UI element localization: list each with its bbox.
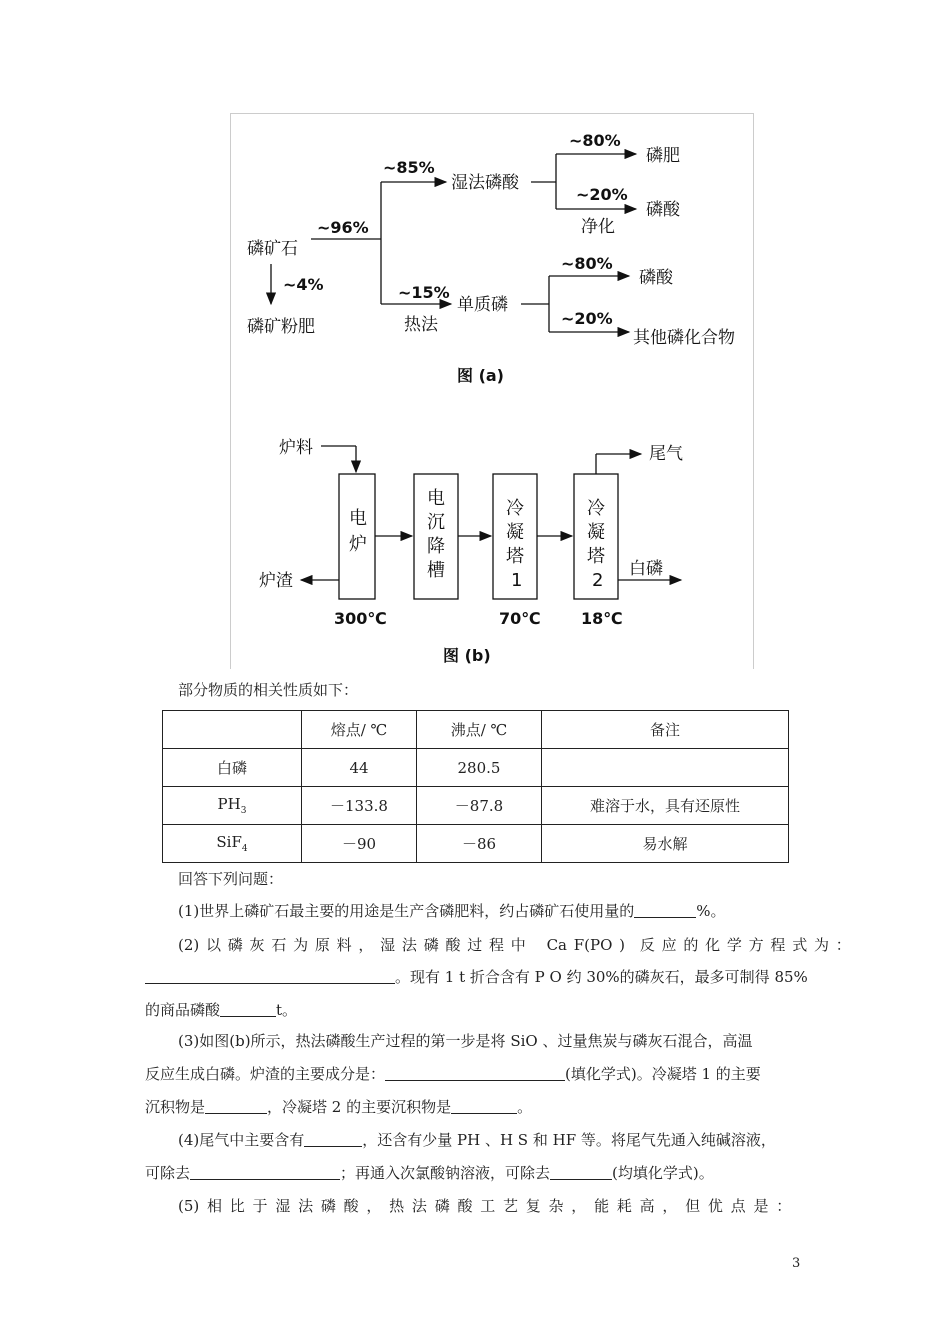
answer-blank[interactable] — [304, 1132, 362, 1147]
table-cell-note: 难溶于水，具有还原性 — [542, 787, 789, 825]
label-cond2-4: 2 — [592, 570, 604, 591]
label-other-compounds: 其他磷化合物 — [633, 328, 735, 348]
question-5: (5) 相 比 于 湿 法 磷 酸 ， 热 法 磷 酸 工 艺 复 杂 ， 能 耗 高 ， 但 优 点 是 ： — [178, 1197, 792, 1215]
table-cell-bp: －86 — [417, 825, 542, 863]
label-purify: 净化 — [581, 217, 615, 237]
table-cell-bp: 280.5 — [417, 749, 542, 787]
table-row — [163, 825, 789, 863]
label-thermal: 热法 — [404, 315, 438, 335]
label-acid-bottom: 磷酸 — [639, 268, 673, 288]
label-ore: 磷矿石 — [247, 239, 298, 259]
table-cell-note: 易水解 — [542, 825, 789, 863]
answer-blank[interactable] — [145, 969, 395, 984]
label-wet-20: ~20% — [576, 185, 628, 204]
label-cond1-3: 塔 — [506, 546, 524, 567]
question-4-line-1: (4)尾气中主要含有 ，还含有少量 PH 、H S 和 HF 等。将尾气先通入纯碱溶液， — [178, 1131, 776, 1149]
label-wet-80: ~80% — [569, 131, 621, 150]
table-row — [163, 787, 789, 825]
label-slag: 炉渣 — [259, 571, 293, 591]
label-pct-15: ~15% — [398, 283, 450, 302]
label-settler-2: 沉 — [427, 512, 445, 533]
label-p-80: ~80% — [561, 254, 613, 273]
answer-blank[interactable] — [190, 1165, 340, 1180]
label-settler-3: 降 — [427, 536, 445, 557]
table-cell-name: 白磷 — [163, 749, 302, 787]
answer-blank[interactable] — [205, 1099, 267, 1114]
answer-blank[interactable] — [550, 1165, 612, 1180]
label-cond2-1: 冷 — [587, 498, 605, 519]
table-header-row — [163, 711, 789, 749]
label-pct-85: ~85% — [383, 158, 435, 177]
question-3-line-1: (3)如图(b)所示，热法磷酸生产过程的第一步是将 SiO 、过量焦炭与磷灰石混合，高温 — [178, 1032, 753, 1050]
label-temp-18: 18℃ — [581, 609, 623, 628]
label-pct-96: ~96% — [317, 218, 369, 237]
label-tail-gas: 尾气 — [649, 444, 683, 464]
label-settler-1: 电 — [427, 488, 445, 509]
table-cell-name: $PH_3$ — [163, 787, 302, 825]
answer-blank[interactable] — [451, 1099, 517, 1114]
question-2-line-3: 的商品磷酸 t。 — [145, 1001, 298, 1019]
table-row — [163, 749, 789, 787]
table-cell-mp: 44 — [302, 749, 417, 787]
answer-blank[interactable] — [385, 1066, 565, 1081]
table-cell-name: SiF$_4$ — [163, 825, 302, 863]
label-white-p: 单质磷 — [457, 295, 508, 315]
label-furnace-1: 电 — [349, 508, 367, 529]
caption-a: 图 (a) — [457, 366, 504, 385]
properties-table — [162, 710, 789, 863]
question-3-line-2: 反应生成白磷。炉渣的主要成分是： (填化学式)。冷凝塔 1 的主要 — [145, 1065, 761, 1083]
question-3-line-3: 沉积物是 ，冷凝塔 2 的主要沉积物是 。 — [145, 1098, 533, 1116]
answer-prompt: 回答下列问题： — [178, 870, 284, 888]
label-settler-4: 槽 — [427, 560, 445, 581]
label-ore-fertilizer: 磷矿粉肥 — [247, 317, 315, 337]
question-2-line-1: (2) 以 磷 灰 石 为 原 料 ， 湿 法 磷 酸 过 程 中 Ca F(PO ) 反 应 的 化 学 方 程 式 为 ： — [178, 936, 851, 954]
flowchart-svg — [231, 114, 753, 669]
label-white-phosphorus: 白磷 — [629, 559, 663, 579]
label-pct-4: ~4% — [283, 275, 324, 294]
label-fertilizer: 磷肥 — [646, 146, 680, 166]
caption-b: 图 (b) — [443, 646, 491, 665]
page-number: 3 — [792, 1256, 801, 1271]
question-1: (1)世界上磷矿石最主要的用途是生产含磷肥料，约占磷矿石使用量的 %。 — [178, 902, 726, 920]
label-feed: 炉料 — [279, 438, 313, 458]
label-cond1-1: 冷 — [506, 498, 524, 519]
table-header-cell — [163, 711, 302, 749]
answer-blank[interactable] — [220, 1002, 276, 1017]
label-cond1-2: 凝 — [506, 522, 524, 543]
label-cond2-3: 塔 — [587, 546, 605, 567]
table-cell-mp: －90 — [302, 825, 417, 863]
process-figure — [230, 113, 754, 669]
question-4-line-2: 可除去 ；再通入次氯酸钠溶液，可除去 (均填化学式)。 — [145, 1164, 714, 1182]
table-header-cell: 备注 — [542, 711, 789, 749]
table-header-cell: 熔点/ ℃ — [302, 711, 417, 749]
table-cell-mp: －133.8 — [302, 787, 417, 825]
table-header-cell: 沸点/ ℃ — [417, 711, 542, 749]
label-temp-300: 300℃ — [334, 609, 387, 628]
label-p-20: ~20% — [561, 309, 613, 328]
question-2-line-2: 。现有 1 t 折合含有 P O 约 30%的磷灰石，最多可制得 85% — [145, 967, 808, 987]
label-cond2-2: 凝 — [587, 522, 605, 543]
label-furnace-2: 炉 — [349, 534, 367, 555]
label-cond1-4: 1 — [511, 570, 523, 591]
label-temp-70: 70℃ — [499, 609, 541, 628]
table-cell-note — [542, 749, 789, 787]
label-wet-acid: 湿法磷酸 — [451, 173, 519, 193]
intro-text: 部分物质的相关性质如下： — [178, 681, 359, 699]
answer-blank[interactable] — [634, 903, 696, 918]
table-cell-bp: －87.8 — [417, 787, 542, 825]
label-acid-top: 磷酸 — [646, 200, 680, 220]
